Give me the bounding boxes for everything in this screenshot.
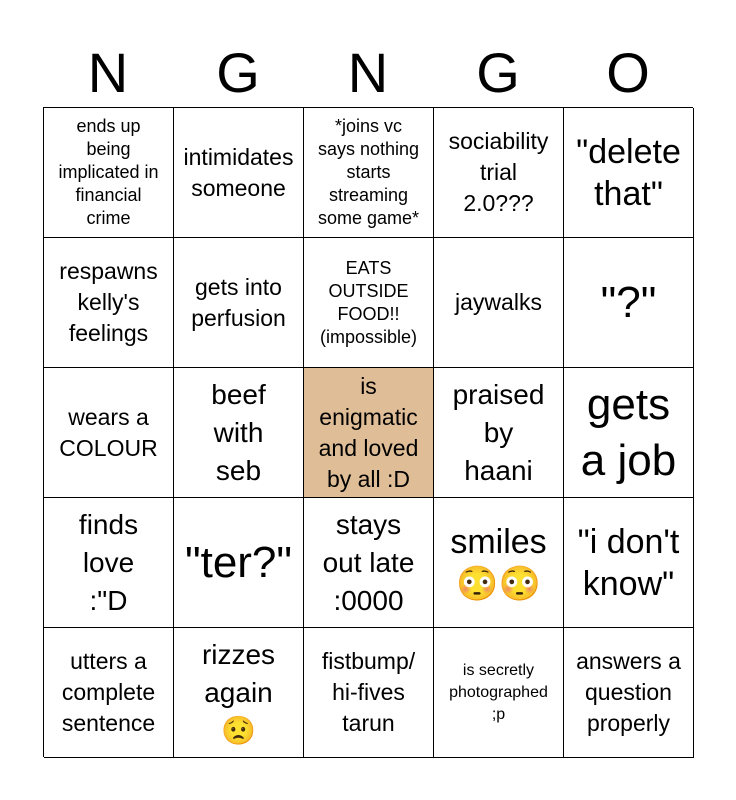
bingo-cell-free[interactable]: [304, 368, 434, 498]
header-letter: G: [216, 41, 260, 104]
bingo-grid: [43, 107, 693, 757]
bingo-cell[interactable]: [434, 368, 564, 498]
bingo-cell-text: respawns kelly's feelings: [59, 258, 158, 346]
bingo-cell-text: praised by haani: [452, 378, 545, 486]
header-letter: G: [476, 41, 520, 104]
bingo-cell-text: stays out late :0000: [322, 508, 415, 616]
bingo-cell-text: "i don't know": [577, 522, 680, 603]
bingo-cell[interactable]: [44, 368, 174, 498]
bingo-header: [43, 38, 693, 108]
bingo-cell-text: gets a job: [580, 379, 677, 485]
bingo-cell[interactable]: [304, 628, 434, 758]
bingo-cell[interactable]: [44, 238, 174, 368]
bingo-cell-text: fistbump/ hi-fives tarun: [321, 648, 416, 736]
bingo-cell[interactable]: [304, 498, 434, 628]
bingo-cell[interactable]: [564, 498, 694, 628]
bingo-cell-text: "?": [600, 277, 657, 327]
bingo-cell[interactable]: [174, 498, 304, 628]
bingo-cell[interactable]: [44, 108, 174, 238]
bingo-cell[interactable]: [304, 108, 434, 238]
bingo-cell-text: sociability trial 2.0???: [448, 128, 549, 216]
bingo-cell[interactable]: [44, 498, 174, 628]
bingo-cell-text: "ter?": [184, 537, 293, 587]
bingo-cell-text: is enigmatic and loved by all :D: [318, 372, 419, 492]
bingo-cell-text: utters a complete sentence: [61, 648, 156, 736]
bingo-cell-text: "delete that": [576, 132, 681, 213]
header-letter: O: [606, 41, 650, 104]
bingo-cell[interactable]: [434, 628, 564, 758]
bingo-cell[interactable]: [564, 628, 694, 758]
bingo-cell-text: jaywalks: [455, 289, 542, 315]
bingo-cell[interactable]: [174, 238, 304, 368]
bingo-cell[interactable]: [434, 108, 564, 238]
bingo-cell[interactable]: [564, 108, 694, 238]
bingo-cell-text: beef with seb: [211, 378, 266, 486]
bingo-cell[interactable]: [564, 238, 694, 368]
bingo-cell-text: wears a COLOUR: [59, 403, 158, 461]
bingo-cell-text: *joins vc says nothing starts streaming some game*: [317, 116, 420, 228]
bingo-cell-text: is secretly photographed ;p: [449, 661, 548, 723]
bingo-cell[interactable]: [304, 238, 434, 368]
bingo-cell[interactable]: [174, 368, 304, 498]
bingo-cell[interactable]: [564, 368, 694, 498]
header-letter: N: [87, 41, 129, 104]
bingo-cell[interactable]: [174, 628, 304, 758]
bingo-cell[interactable]: [434, 498, 564, 628]
bingo-cell-text: ends up being implicated in financial crime: [58, 116, 159, 228]
bingo-cell[interactable]: [174, 108, 304, 238]
header-letter: N: [347, 41, 389, 104]
bingo-cell[interactable]: [434, 238, 564, 368]
bingo-cell-text: EATS OUTSIDE FOOD!! (impossible): [319, 257, 418, 347]
bingo-cell-text: smiles 😳😳: [450, 522, 547, 603]
bingo-cell-text: intimidates someone: [183, 143, 294, 201]
bingo-cell-text: answers a question properly: [576, 648, 681, 736]
bingo-cell-text: finds love :"D: [78, 508, 139, 616]
bingo-cell-text: rizzes again 😟: [201, 638, 276, 746]
bingo-cell[interactable]: [44, 628, 174, 758]
bingo-cell-text: gets into perfusion: [191, 273, 286, 331]
